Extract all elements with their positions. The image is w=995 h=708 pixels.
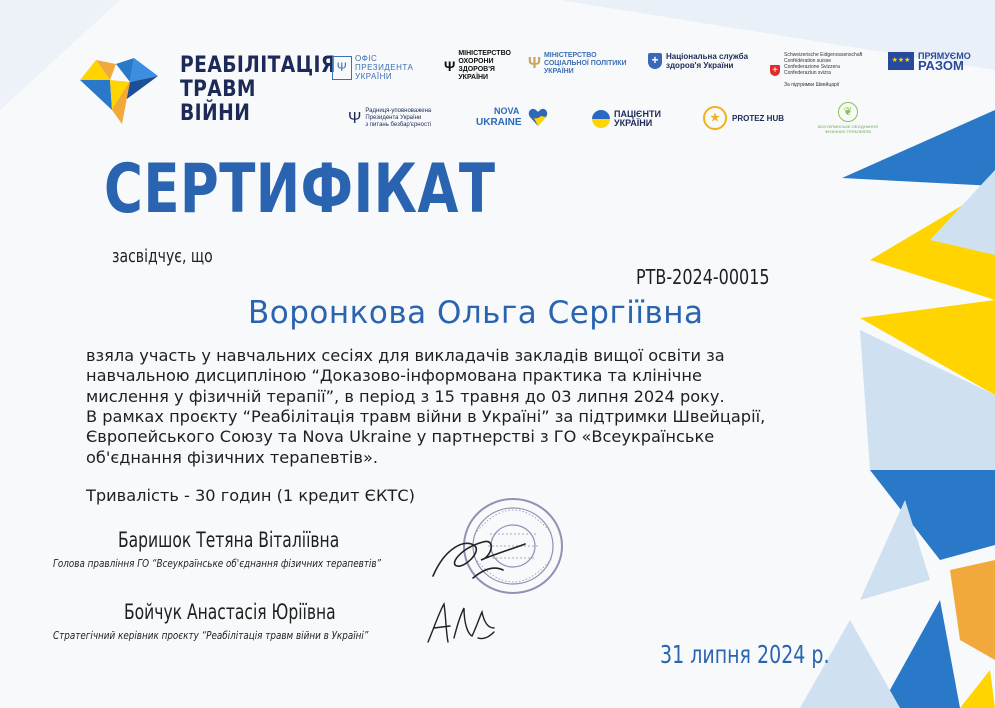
logo-patients-ukraine <box>592 110 661 128</box>
eu-text-top: ПРЯМУЄМО <box>918 51 971 61</box>
trident-icon: Ψ <box>348 110 362 127</box>
duration-text: Тривалість - 30 годин (1 кредит ЄКТС) <box>86 486 415 505</box>
trident-icon: Ψ <box>444 58 456 74</box>
brand-logo <box>72 50 363 130</box>
logo-vof <box>818 102 878 134</box>
signatory-1-role: Голова правління ГО “Всеукраїнське об'єднання фізичних терапевтів” <box>53 557 382 570</box>
brand-title <box>180 54 336 126</box>
paragraph-participation <box>86 346 846 407</box>
signatory-2-name: Бойчук Анастасія Юріївна <box>124 600 336 624</box>
trident-icon: Ψ <box>332 56 352 80</box>
certifies-text: засвідчує, що <box>112 246 213 267</box>
logo-ministry-social <box>528 52 627 76</box>
certificate-number: РТВ-2024-00015 <box>636 265 770 289</box>
patients-text: ПАЦІЄНТИ УКРАЇНИ <box>614 109 661 128</box>
signatory-2-role: Стратегічний керівник проєкту “Реабілітація травм війни в Україні” <box>53 629 369 642</box>
vof-text: ВСЕУКРАЇНСЬКЕ ОБ'ЄДНАННЯ ФІЗИЧНИХ ТЕРАПЕВТІВ <box>818 124 878 134</box>
eu-flag-icon: ★★★ <box>888 52 914 70</box>
swiss-text: Schweizerische Eidgenossenschaft Confédération suisse Confederazione Svizzera Confederaziun svizra За підтримки Швейцарії <box>784 52 863 88</box>
logo-swiss <box>770 52 862 88</box>
brand-title-line-3: ВІЙНИ <box>180 101 251 126</box>
eu-text-bottom: РАЗОМ <box>918 58 964 73</box>
paragraph-line: взяла участь у навчальних сесіях для викладачів закладів вищої освіти за <box>86 346 725 365</box>
logo-commissioner <box>348 108 431 129</box>
paragraph-line: навчальною дисципліною “Доказово-інформована практика та клінічне <box>86 366 702 386</box>
logo-eu <box>888 51 971 71</box>
nova-text-top: NOVA <box>494 106 520 116</box>
commissioner-text: Радниця-уповноважена Президента України з питань безбар'єрності <box>365 108 432 128</box>
bg-shape-blue-3 <box>880 600 960 708</box>
heart-logo-icon <box>72 50 162 130</box>
nszu-shield-icon: + <box>648 53 662 69</box>
ministry-social-text: МІНІСТЕРСТВО СОЦІАЛЬНОЇ ПОЛІТИКИ УКРАЇНИ <box>543 52 627 75</box>
protez-runner-icon: ★ <box>703 106 727 130</box>
nova-heart-icon <box>527 106 549 128</box>
bg-shape-orange <box>950 560 995 660</box>
logo-nszu <box>648 52 748 70</box>
paragraph-line: мислення у фізичній терапії”, в період з 15 травня до 03 липня 2024 року. <box>86 386 725 406</box>
brand-title-line-1: РЕАБІЛІТАЦІЯ <box>180 53 336 78</box>
nova-text-bottom: UKRAINE <box>476 117 522 128</box>
patients-dot-icon <box>592 110 610 128</box>
paragraph-project <box>86 407 846 468</box>
swiss-cross-icon: + <box>770 65 780 76</box>
signatory-1-name: Баришок Тетяна Віталіївна <box>118 528 340 552</box>
trident-icon: Ψ <box>528 55 541 72</box>
eu-text <box>918 51 971 71</box>
nszu-text: Національна служба здоров'я України <box>666 52 749 70</box>
brand-title-line-2: ТРАВМ <box>180 77 256 102</box>
certificate-title: СЕРТИФІКАТ <box>104 150 496 229</box>
vof-leaf-icon: ❦ <box>838 102 858 122</box>
logo-protez-hub <box>703 106 784 130</box>
signature-2-icon <box>424 598 504 650</box>
office-president-text: ОФІС ПРЕЗИДЕНТА УКРАЇНИ <box>355 54 414 81</box>
paragraph-line: об'єднання фізичних терапевтів». <box>86 447 379 467</box>
logo-nova-ukraine <box>476 106 522 128</box>
signature-1-icon <box>425 518 535 588</box>
recipient-name: Воронкова Ольга Сергіївна <box>248 295 704 331</box>
paragraph-line: Європейського Союзу та Nova Ukraine у партнерстві з ГО «Всеукраїнське <box>86 427 715 447</box>
paragraph-line: В рамках проєкту “Реабілітація травм війни в Україні” за підтримки Швейцарії, <box>86 407 766 426</box>
bg-shape-yellow-3 <box>960 670 995 708</box>
issue-date: 31 липня 2024 р. <box>660 640 830 669</box>
ministry-health-text: МІНІСТЕРСТВО ОХОРОНИ ЗДОРОВ'Я УКРАЇНИ <box>458 50 511 81</box>
logo-ministry-health <box>444 50 511 82</box>
logo-office-president <box>332 54 413 81</box>
protez-text: PROTEZ HUB <box>732 113 784 123</box>
